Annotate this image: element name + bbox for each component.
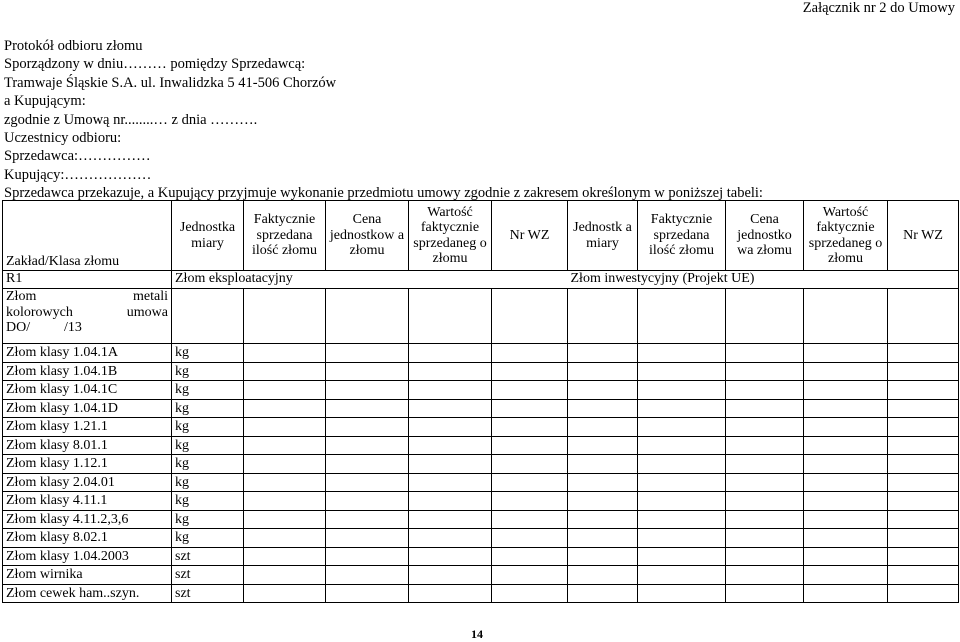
empty-cell[interactable] xyxy=(568,473,638,492)
empty-cell[interactable] xyxy=(726,584,804,603)
header-unit-1: Jednostka miary xyxy=(172,201,244,271)
empty-cell[interactable] xyxy=(568,510,638,529)
empty-cell[interactable] xyxy=(888,399,959,418)
scrap-unit: kg xyxy=(172,418,244,437)
scrap-class-name: Złom klasy 8.01.1 xyxy=(3,436,172,455)
empty-cell[interactable] xyxy=(568,436,638,455)
empty-cell[interactable] xyxy=(888,584,959,603)
empty-cell[interactable] xyxy=(804,492,888,511)
empty-cell[interactable] xyxy=(638,529,726,548)
empty-cell[interactable] xyxy=(244,492,326,511)
empty-cell[interactable] xyxy=(888,436,959,455)
protocol-title: Protokół odbioru złomu xyxy=(4,38,143,54)
empty-cell[interactable] xyxy=(726,381,804,400)
table-row xyxy=(3,436,959,455)
nonferrous-row xyxy=(3,289,959,344)
table-row xyxy=(3,529,959,548)
empty-cell[interactable] xyxy=(638,510,726,529)
table-row xyxy=(3,566,959,585)
empty-cell[interactable] xyxy=(244,418,326,437)
empty-cell[interactable] xyxy=(492,344,568,363)
empty-cell[interactable] xyxy=(888,473,959,492)
empty-cell[interactable] xyxy=(804,473,888,492)
table-row xyxy=(3,362,959,381)
empty-cell[interactable] xyxy=(492,381,568,400)
empty-cell[interactable] xyxy=(726,344,804,363)
empty-cell[interactable] xyxy=(804,584,888,603)
empty-cell[interactable] xyxy=(409,344,492,363)
empty-cell[interactable] xyxy=(638,344,726,363)
header-value-2: Wartość faktycznie sprzedaneg o złomu xyxy=(804,201,888,271)
scrap-class-name: Złom klasy 1.12.1 xyxy=(3,455,172,474)
empty-cell[interactable] xyxy=(492,455,568,474)
header-zaklad: Zakład/Klasa złomu xyxy=(3,201,172,271)
scrap-unit: kg xyxy=(172,344,244,363)
empty-cell[interactable] xyxy=(638,473,726,492)
empty-cell[interactable] xyxy=(568,529,638,548)
empty-cell[interactable] xyxy=(888,492,959,511)
protocol-date-line: Sporządzony w dniu……… pomiędzy Sprzedawcą: xyxy=(4,56,306,73)
header-value-1: Wartość faktycznie sprzedaneg o złomu xyxy=(409,201,492,271)
empty-cell[interactable] xyxy=(326,547,409,566)
empty-cell[interactable] xyxy=(326,584,409,603)
empty-cell[interactable] xyxy=(888,510,959,529)
empty-cell[interactable] xyxy=(244,362,326,381)
empty-cell[interactable] xyxy=(409,362,492,381)
empty-cell[interactable] xyxy=(804,362,888,381)
seller-participant: Sprzedawca:…………… xyxy=(4,148,151,165)
empty-cell[interactable] xyxy=(568,418,638,437)
empty-cell[interactable] xyxy=(244,436,326,455)
empty-cell[interactable] xyxy=(888,381,959,400)
empty-cell[interactable] xyxy=(888,455,959,474)
empty-cell[interactable] xyxy=(492,492,568,511)
empty-cell[interactable] xyxy=(409,529,492,548)
empty-cell[interactable] xyxy=(726,492,804,511)
empty-cell[interactable] xyxy=(726,547,804,566)
header-price-1: Cena jednostkow a złomu xyxy=(326,201,409,271)
empty-cell[interactable] xyxy=(326,492,409,511)
empty-cell[interactable] xyxy=(804,455,888,474)
buyer-line: a Kupującym: xyxy=(4,93,86,110)
empty-cell[interactable] xyxy=(568,547,638,566)
section-investment: Złom inwestycyjny (Projekt UE) xyxy=(568,271,959,289)
table-row xyxy=(3,510,959,529)
empty-cell[interactable] xyxy=(326,418,409,437)
empty-cell[interactable] xyxy=(638,455,726,474)
scrap-unit: szt xyxy=(172,547,244,566)
scrap-unit: szt xyxy=(172,566,244,585)
empty-cell[interactable] xyxy=(409,510,492,529)
empty-cell[interactable] xyxy=(492,510,568,529)
empty-cell[interactable] xyxy=(638,547,726,566)
empty-cell[interactable] xyxy=(888,566,959,585)
empty-cell[interactable] xyxy=(638,584,726,603)
empty-cell[interactable] xyxy=(409,436,492,455)
empty-cell[interactable] xyxy=(326,510,409,529)
empty-cell[interactable] xyxy=(244,455,326,474)
empty-cell[interactable] xyxy=(638,418,726,437)
empty-cell[interactable] xyxy=(804,566,888,585)
scrap-class-name: Złom klasy 1.04.1B xyxy=(3,362,172,381)
scrap-class-name: Złom klasy 8.02.1 xyxy=(3,529,172,548)
scrap-unit: kg xyxy=(172,529,244,548)
empty-cell[interactable] xyxy=(492,362,568,381)
table-row xyxy=(3,455,959,474)
participants-label: Uczestnicy odbioru: xyxy=(4,130,122,147)
empty-cell[interactable] xyxy=(726,455,804,474)
empty-cell[interactable] xyxy=(326,344,409,363)
scrap-unit: kg xyxy=(172,381,244,400)
empty-cell[interactable] xyxy=(568,344,638,363)
empty-cell[interactable] xyxy=(326,529,409,548)
empty-cell[interactable] xyxy=(326,455,409,474)
empty-cell[interactable] xyxy=(244,529,326,548)
empty-cell[interactable] xyxy=(888,344,959,363)
empty-cell[interactable] xyxy=(726,529,804,548)
empty-cell[interactable] xyxy=(638,381,726,400)
empty-cell[interactable] xyxy=(244,547,326,566)
empty-cell[interactable] xyxy=(804,344,888,363)
protocol-intro xyxy=(4,37,763,203)
empty-cell[interactable] xyxy=(568,566,638,585)
empty-cell[interactable] xyxy=(726,362,804,381)
empty-cell[interactable] xyxy=(568,381,638,400)
scrap-table xyxy=(2,200,959,603)
empty-cell[interactable] xyxy=(726,473,804,492)
empty-cell[interactable] xyxy=(568,455,638,474)
header-quantity-2: Faktycznie sprzedana ilość złomu xyxy=(638,201,726,271)
empty-cell[interactable] xyxy=(492,418,568,437)
empty-cell[interactable] xyxy=(804,436,888,455)
table-row xyxy=(3,547,959,566)
header-unit-2: Jednostk a miary xyxy=(568,201,638,271)
contract-line: zgodnie z Umową nr........… z dnia ………. xyxy=(4,111,258,128)
table-header-row xyxy=(3,201,959,271)
scrap-class-name: Złom klasy 4.11.2,3,6 xyxy=(3,510,172,529)
empty-cell[interactable] xyxy=(492,436,568,455)
empty-cell[interactable] xyxy=(726,566,804,585)
section-row xyxy=(3,271,959,289)
buyer-participant: Kupujący:……………… xyxy=(4,166,152,183)
scrap-unit: kg xyxy=(172,492,244,511)
empty-cell[interactable] xyxy=(244,381,326,400)
scrap-unit: kg xyxy=(172,473,244,492)
empty-cell[interactable] xyxy=(888,547,959,566)
empty-cell[interactable] xyxy=(492,584,568,603)
scrap-class-name: Złom klasy 2.04.01 xyxy=(3,473,172,492)
section-operational: Złom eksploatacyjny xyxy=(172,271,568,289)
empty-cell[interactable] xyxy=(726,399,804,418)
empty-cell[interactable] xyxy=(638,436,726,455)
table-row xyxy=(3,418,959,437)
table-row xyxy=(3,492,959,511)
empty-cell[interactable] xyxy=(804,547,888,566)
page-number: 14 xyxy=(471,627,483,641)
empty-cell[interactable] xyxy=(638,492,726,511)
empty-cell[interactable] xyxy=(244,510,326,529)
empty-cell[interactable] xyxy=(726,436,804,455)
empty-cell[interactable] xyxy=(409,455,492,474)
empty-cell[interactable] xyxy=(888,362,959,381)
empty-cell[interactable] xyxy=(638,399,726,418)
table-row xyxy=(3,344,959,363)
empty-cell[interactable] xyxy=(804,510,888,529)
header-quantity-1: Faktycznie sprzedana ilość złomu xyxy=(244,201,326,271)
empty-cell[interactable] xyxy=(804,399,888,418)
scrap-class-name: Złom klasy 1.21.1 xyxy=(3,418,172,437)
table-row xyxy=(3,399,959,418)
empty-cell[interactable] xyxy=(244,566,326,585)
empty-cell[interactable] xyxy=(409,492,492,511)
scrap-unit: kg xyxy=(172,436,244,455)
header-nrwz-1: Nr WZ xyxy=(492,201,568,271)
scrap-class-name: Złom klasy 1.04.1A xyxy=(3,344,172,363)
scrap-unit: kg xyxy=(172,362,244,381)
empty-cell[interactable] xyxy=(726,418,804,437)
scrap-class-name: Złom klasy 1.04.1C xyxy=(3,381,172,400)
table-row xyxy=(3,381,959,400)
empty-cell[interactable] xyxy=(409,418,492,437)
scrap-class-name: Złom cewek ham..szyn. xyxy=(3,584,172,603)
empty-cell[interactable] xyxy=(244,584,326,603)
empty-cell[interactable] xyxy=(568,399,638,418)
scrap-unit: kg xyxy=(172,510,244,529)
empty-cell[interactable] xyxy=(326,436,409,455)
empty-cell[interactable] xyxy=(409,566,492,585)
empty-cell[interactable] xyxy=(409,584,492,603)
empty-cell[interactable] xyxy=(492,399,568,418)
empty-cell[interactable] xyxy=(638,566,726,585)
header-nrwz-2: Nr WZ xyxy=(888,201,959,271)
empty-cell[interactable] xyxy=(804,381,888,400)
empty-cell[interactable] xyxy=(492,473,568,492)
empty-cell[interactable] xyxy=(409,547,492,566)
scrap-unit: szt xyxy=(172,584,244,603)
seller-address: Tramwaje Śląskie S.A. ul. Inwalidzka 5 41-506 Chorzów xyxy=(4,74,337,91)
empty-cell[interactable] xyxy=(244,473,326,492)
scrap-class-name: Złom klasy 1.04.1D xyxy=(3,399,172,418)
empty-cell[interactable] xyxy=(492,566,568,585)
empty-cell[interactable] xyxy=(326,399,409,418)
empty-cell[interactable] xyxy=(888,418,959,437)
empty-cell[interactable] xyxy=(638,362,726,381)
empty-cell[interactable] xyxy=(568,492,638,511)
empty-cell[interactable] xyxy=(326,473,409,492)
scrap-unit: kg xyxy=(172,399,244,418)
empty-cell[interactable] xyxy=(409,473,492,492)
header-price-2: Cena jednostko wa złomu xyxy=(726,201,804,271)
handover-statement: Sprzedawca przekazuje, a Kupujący przyjmuje wykonanie przedmiotu umowy zgodnie z zakresem określonym w poniższej tabeli: xyxy=(4,185,763,202)
scrap-class-name: Złom wirnika xyxy=(3,566,172,585)
empty-cell[interactable] xyxy=(244,399,326,418)
empty-cell[interactable] xyxy=(492,547,568,566)
empty-cell[interactable] xyxy=(326,362,409,381)
table-row xyxy=(3,584,959,603)
empty-cell[interactable] xyxy=(409,381,492,400)
empty-cell[interactable] xyxy=(244,344,326,363)
empty-cell[interactable] xyxy=(888,529,959,548)
empty-cell[interactable] xyxy=(568,584,638,603)
attachment-label: Załącznik nr 2 do Umowy xyxy=(802,0,955,16)
table-row xyxy=(3,473,959,492)
empty-cell[interactable] xyxy=(804,529,888,548)
scrap-class-name: Złom klasy 1.04.2003 xyxy=(3,547,172,566)
scrap-unit: kg xyxy=(172,455,244,474)
section-code: R1 xyxy=(3,271,172,289)
empty-cell[interactable] xyxy=(804,418,888,437)
scrap-class-name: Złom klasy 4.11.1 xyxy=(3,492,172,511)
empty-cell[interactable] xyxy=(568,362,638,381)
empty-cell[interactable] xyxy=(409,399,492,418)
empty-cell[interactable] xyxy=(492,529,568,548)
nonferrous-label: Złom metali kolorowych umowa DO/ /13 xyxy=(3,289,172,344)
empty-cell[interactable] xyxy=(326,566,409,585)
empty-cell[interactable] xyxy=(726,510,804,529)
empty-cell[interactable] xyxy=(326,381,409,400)
